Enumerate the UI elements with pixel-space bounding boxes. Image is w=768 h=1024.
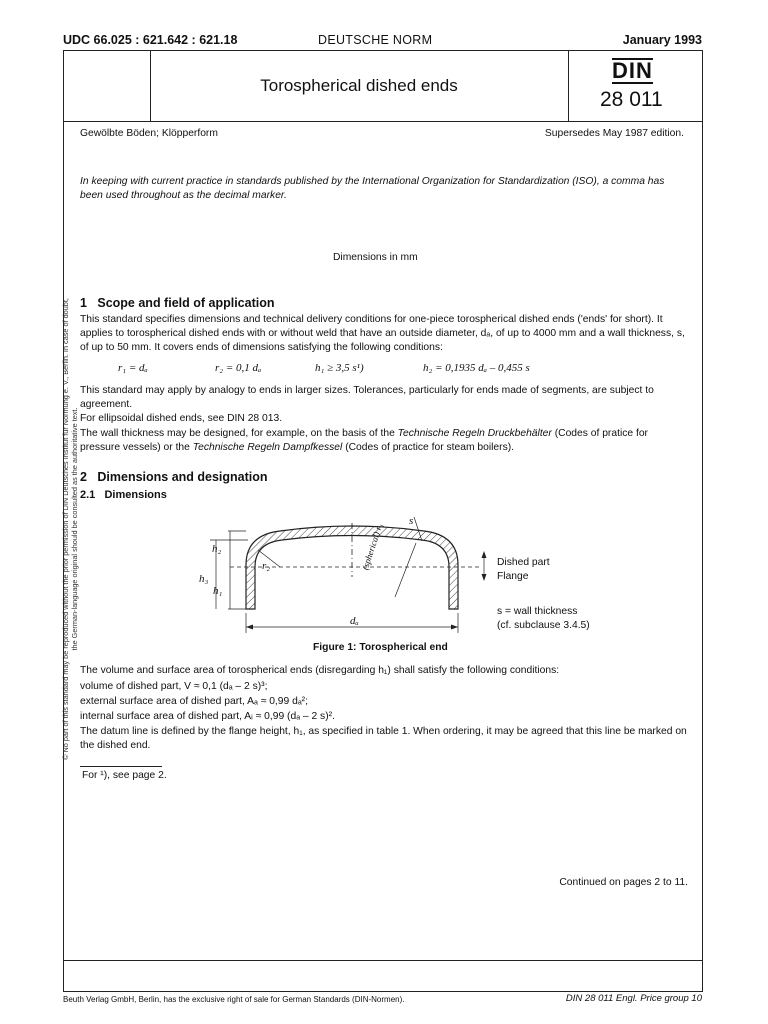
figure-caption: Figure 1: Torospherical end — [313, 642, 448, 653]
header-bottom-rule — [63, 121, 703, 122]
header-divider-right — [568, 50, 569, 122]
label-h2: h₂ — [212, 543, 222, 555]
datum-paragraph: The datum line is defined by the flange height, h₁, as specified in table 1. When ordering, it may be agreed that this line be marked on the dished end. — [80, 726, 687, 751]
internal-area-formula: internal surface area of dished part, Aᵢ ≈ 0,99 (dₐ – 2 s)². — [80, 711, 335, 722]
issue-date: January 1993 — [622, 33, 702, 47]
dimensions-note: Dimensions in mm — [333, 252, 418, 263]
footnote: For ¹), see page 2. — [82, 770, 167, 781]
copyright-side-note: © No part of this standard may be reproduced without the prior permission of DIN Deutsches Institut für Normung e. V., Berlin. In case of doubt, the German-language original should be consulted as the authoritative text. — [61, 298, 79, 760]
label-da: dₐ — [350, 615, 359, 627]
din-number: 28 011 — [600, 88, 663, 111]
label-s: s — [409, 515, 414, 527]
label-r1: (spherical) r₁ — [360, 521, 385, 572]
ellipsoidal-reference: For ellipsoidal dished ends, see DIN 28 013. — [80, 413, 283, 424]
section-2-heading: 2 Dimensions and designation — [80, 470, 268, 484]
section-1-heading: 1 Scope and field of application — [80, 296, 275, 310]
legend-wall-thickness: s = wall thickness — [497, 606, 578, 617]
udc-code: UDC 66.025 : 621.642 : 621.18 — [63, 33, 238, 47]
legend-reference: (cf. subclause 3.4.5) — [497, 620, 590, 631]
footnote-rule — [80, 766, 162, 767]
norm-label: DEUTSCHE NORM — [318, 33, 433, 47]
continued-note: Continued on pages 2 to 11. — [559, 877, 688, 888]
supersedes-note: Supersedes May 1987 edition. — [544, 128, 684, 139]
analogy-paragraph: This standard may apply by analogy to ends in larger sizes. Tolerances, particularly for ends made of segments, are subject to agreement. — [80, 385, 654, 410]
scope-paragraph: This standard specifies dimensions and technical delivery conditions for one-piece torospherical dished ends ('ends' for short). It applies to torospherical dished ends with or without weld that have an outside diameter, dₐ, of up to 4000 mm and a wall thickness, s, of up to 50 mm. It covers ends of dimensions satisfying the following conditions: — [80, 314, 685, 353]
footer-rule — [63, 960, 703, 961]
legend-dished-part: Dished part — [497, 557, 550, 568]
wall-thickness-paragraph: The wall thickness may be designed, for example, on the basis of the Technische Regeln Druckbehälter (Codes of pratice for pressure vessels) or the Technische Regeln Dampfkessel (Codes of practice for steam boilers). — [80, 428, 648, 453]
page-title: Torospherical dished ends — [260, 76, 458, 95]
condition-h2: h₂ = 0,1935 dₐ – 0,455 s — [423, 362, 530, 374]
condition-r2: r₂ = 0,1 dₐ — [215, 362, 262, 374]
footer-document-id: DIN 28 011 Engl. Price group 10 — [565, 993, 702, 1004]
label-h1: h₁ — [213, 585, 223, 597]
iso-note: In keeping with current practice in standards published by the International Organization for Standardization (ISO), a comma has been used throughout as the decimal marker. — [80, 176, 665, 201]
german-title: Gewölbte Böden; Klöpperform — [80, 128, 218, 139]
condition-r1: r₁ = dₐ — [118, 362, 148, 374]
condition-h1: h₁ ≥ 3,5 s¹) — [315, 362, 364, 374]
external-area-formula: external surface area of dished part, Aₐ ≈ 0,99 dₐ²; — [80, 696, 308, 707]
din-logo: DIN — [612, 58, 653, 83]
footer-publisher: Beuth Verlag GmbH, Berlin, has the exclusive right of sale for German Standards (DIN-Normen). — [63, 995, 405, 1004]
label-r2: r₂ — [262, 560, 271, 572]
legend-flange: Flange — [497, 571, 529, 582]
volume-formula: volume of dished part, V ≈ 0,1 (dₐ – 2 s)³; — [80, 681, 268, 692]
volume-intro: The volume and surface area of torospherical ends (disregarding h₁) shall satisfy the following conditions: — [80, 665, 560, 676]
subsection-2-1-heading: 2.1 Dimensions — [80, 489, 167, 501]
label-h3: h₃ — [199, 573, 209, 585]
